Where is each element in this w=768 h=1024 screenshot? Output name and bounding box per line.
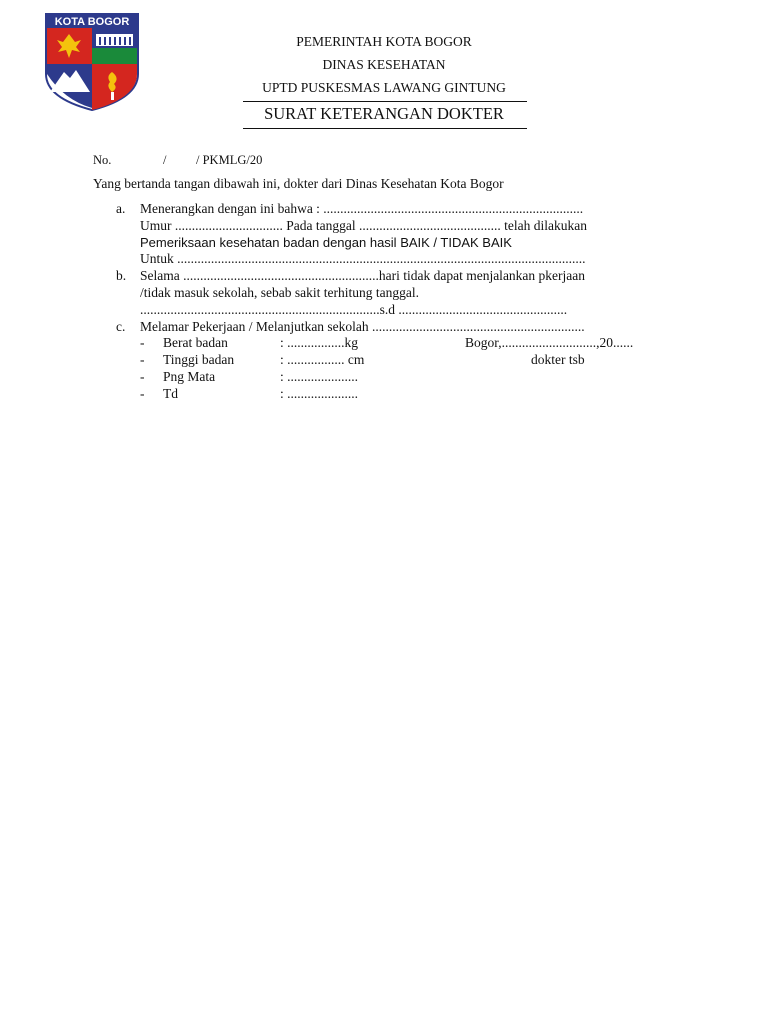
exam-result-label: Pemeriksaan kesehatan badan dengan hasil	[140, 235, 401, 250]
blood-pressure-label: Td	[163, 386, 178, 401]
document-title: SURAT KETERANGAN DOKTER	[264, 104, 504, 123]
signature-place-date: Bogor,............................,20......	[465, 335, 634, 350]
measurement-dash: -	[140, 369, 145, 384]
signature-signer: dokter tsb	[531, 352, 585, 367]
header-rule-top	[243, 101, 527, 102]
kota-bogor-logo	[44, 12, 140, 112]
age-field: Umur ................................	[140, 218, 287, 233]
item-c-line1: Melamar Pekerjaan / Melanjutkan sekolah ...............................................................	[140, 319, 585, 334]
item-c-marker: c.	[116, 319, 126, 334]
header-government: PEMERINTAH KOTA BOGOR	[296, 34, 472, 49]
item-a-line3	[140, 234, 512, 252]
item-a-line2	[140, 218, 587, 234]
number-slash: /	[163, 153, 167, 167]
eye-exam-label: Png Mata	[163, 369, 216, 384]
eye-exam-value: : .....................	[280, 369, 359, 384]
height-value: : ................. cm	[280, 352, 365, 367]
intro-statement: Yang bertanda tangan dibawah ini, dokter dari Dinas Kesehatan Kota Bogor	[93, 176, 504, 191]
weight-value: : .................kg	[280, 335, 359, 350]
header-department: DINAS KESEHATAN	[322, 57, 446, 72]
item-b-marker: b.	[116, 268, 127, 283]
header-rule-bottom	[243, 128, 527, 129]
height-label: Tinggi badan	[163, 352, 235, 367]
measurement-dash: -	[140, 386, 145, 401]
measurement-dash: -	[140, 335, 145, 350]
item-b-line2: /tidak masuk sekolah, sebab sakit terhitung tanggal.	[140, 285, 419, 300]
weight-label: Berat badan	[163, 335, 228, 350]
exam-result-options: BAIK / TIDAK BAIK	[400, 235, 512, 250]
item-b-line3: .......................................................................s.d ..................................................	[140, 302, 568, 317]
logo-text: KOTA BOGOR	[54, 16, 130, 28]
blood-pressure-value: : .....................	[280, 386, 359, 401]
item-a-marker: a.	[116, 201, 126, 216]
item-a-line4: Untuk .........................................................................................................................	[140, 251, 586, 266]
exam-date-field: Pada tanggal .......................................... telah dilakukan	[286, 218, 587, 233]
header-unit: UPTD PUSKESMAS LAWANG GINTUNG	[262, 80, 506, 95]
measurement-dash: -	[140, 352, 145, 367]
number-code: / PKMLG/20	[196, 153, 263, 167]
item-a-line1: Menerangkan dengan ini bahwa : .............................................................................	[140, 201, 584, 216]
number-label: No.	[93, 153, 112, 167]
item-b-line1: Selama ..........................................................hari tidak dapat menjalankan pkerjaan	[140, 268, 586, 283]
